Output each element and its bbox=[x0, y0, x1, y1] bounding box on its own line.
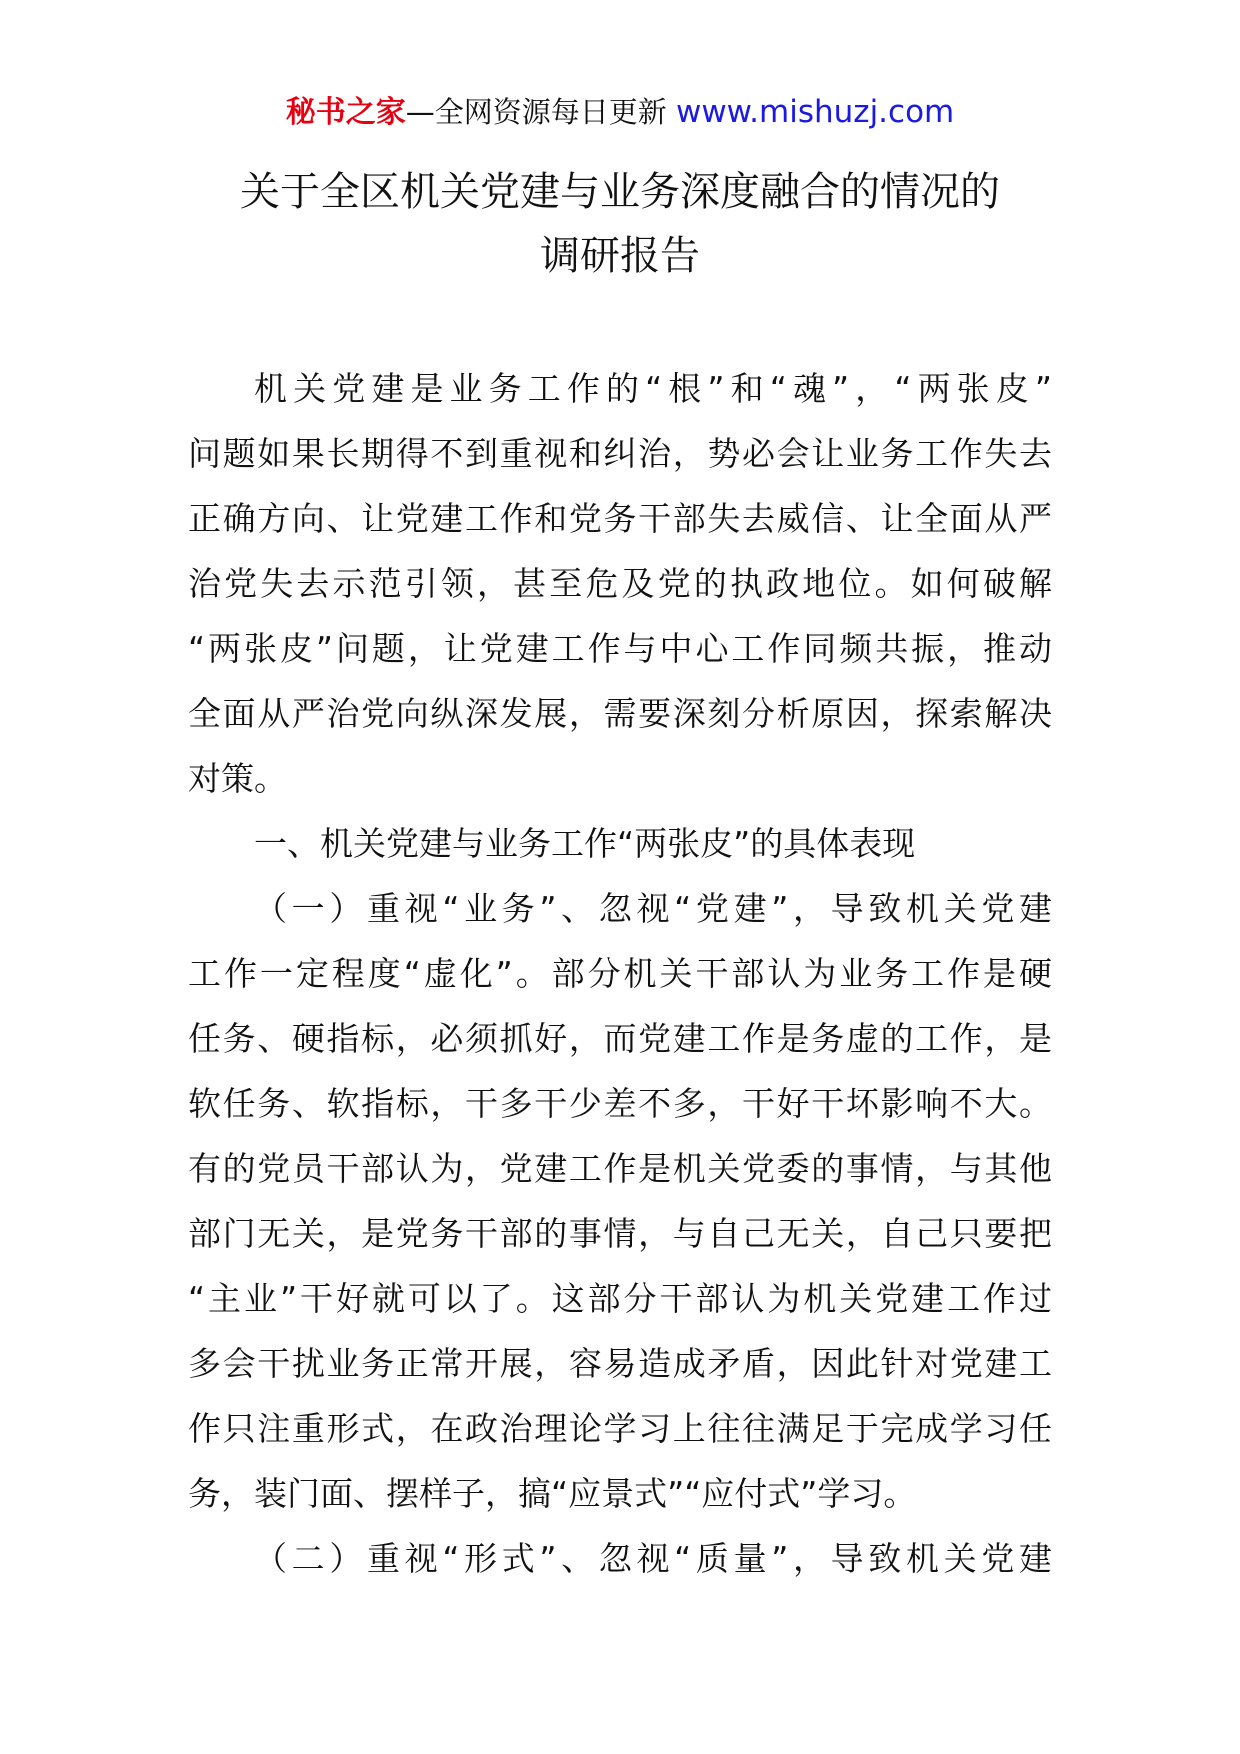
body-line: 部门无关，是党务干部的事情，与自己无关，自己只要把 bbox=[188, 1214, 1052, 1253]
site-url[interactable]: www.mishuzj.com bbox=[675, 94, 955, 130]
body-line: “主业”干好就可以了。这部分干部认为机关党建工作过 bbox=[188, 1279, 1052, 1318]
section-heading: 一、机关党建与业务工作“两张皮”的具体表现 bbox=[254, 824, 916, 863]
body-line: 工作一定程度“虚化”。部分机关干部认为业务工作是硬 bbox=[188, 954, 1052, 993]
site-header bbox=[0, 92, 1240, 133]
body-line: 有的党员干部认为，党建工作是机关党委的事情，与其他 bbox=[188, 1149, 1052, 1188]
body-line: 任务、硬指标，必须抓好，而党建工作是务虚的工作，是 bbox=[188, 1019, 1052, 1058]
body-line: 治党失去示范引领，甚至危及党的执政地位。如何破解 bbox=[188, 564, 1052, 603]
body-line: 机关党建是业务工作的“根”和“魂”，“两张皮” bbox=[254, 369, 1052, 408]
brand-name: 秘书之家 bbox=[285, 95, 406, 130]
subsection-heading: （一）重视“业务”、忽视“党建”，导致机关党建 bbox=[254, 889, 1052, 928]
subsection-heading: （二）重视“形式”、忽视“质量”，导致机关党建 bbox=[254, 1539, 1052, 1578]
document-title bbox=[0, 160, 1240, 288]
body-line: 对策。 bbox=[188, 759, 287, 798]
body-line: 务，装门面、摆样子，搞“应景式”“应付式”学习。 bbox=[188, 1474, 917, 1513]
body-line: 问题如果长期得不到重视和纠治，势必会让业务工作失去 bbox=[188, 434, 1052, 473]
document-body bbox=[188, 356, 1052, 1591]
title-line-1: 关于全区机关党建与业务深度融合的情况的 bbox=[240, 169, 1000, 215]
body-line: 作只注重形式，在政治理论学习上往往满足于完成学习任 bbox=[188, 1409, 1052, 1448]
body-line: 全面从严治党向纵深发展，需要深刻分析原因，探索解决 bbox=[188, 694, 1052, 733]
body-line: “两张皮”问题，让党建工作与中心工作同频共振，推动 bbox=[188, 629, 1052, 668]
title-line-2: 调研报告 bbox=[540, 233, 700, 279]
body-line: 多会干扰业务正常开展，容易造成矛盾，因此针对党建工 bbox=[188, 1344, 1052, 1383]
body-line: 软任务、软指标，干多干少差不多，干好干坏影响不大。 bbox=[188, 1084, 1052, 1123]
header-tagline: —全网资源每日更新 bbox=[405, 95, 676, 129]
body-line: 正确方向、让党建工作和党务干部失去威信、让全面从严 bbox=[188, 499, 1052, 538]
